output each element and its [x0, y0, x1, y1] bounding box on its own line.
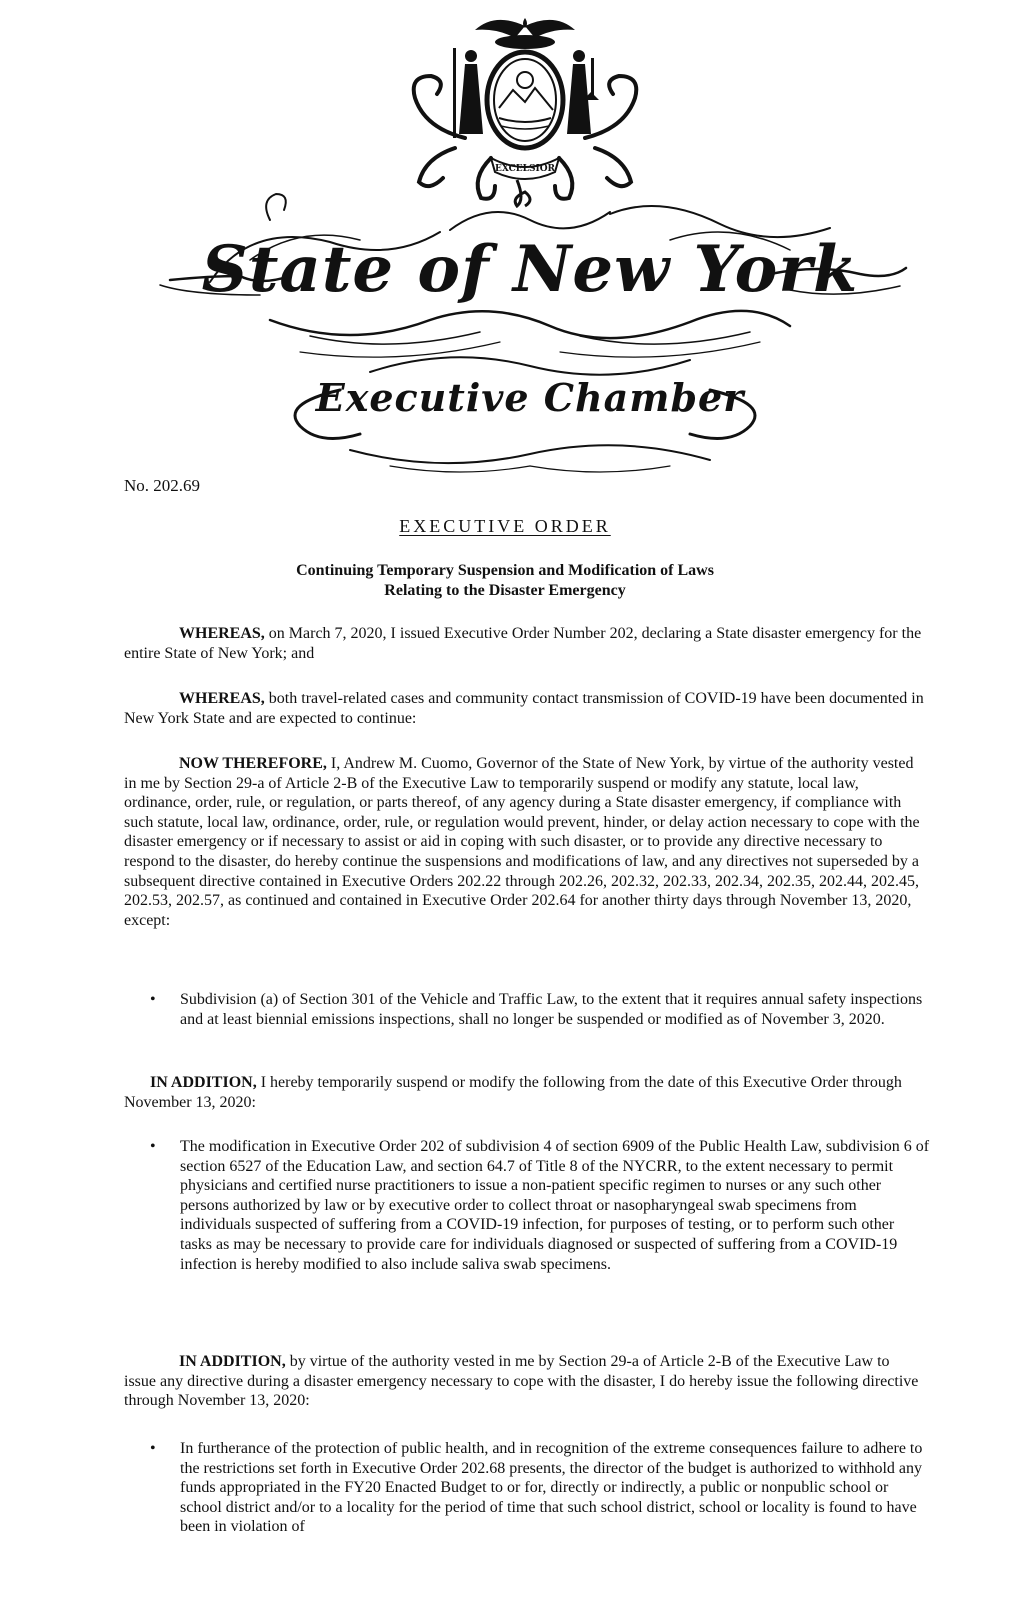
bullet-marker: • [150, 1138, 156, 1155]
subtitle-line-2: Relating to the Disaster Emergency [384, 582, 626, 599]
paragraph-lead: IN ADDITION, [179, 1353, 286, 1370]
letterhead [0, 0, 1010, 480]
bullet-text: In furtherance of the protection of public health, and in recognition of the extreme consequences failure to adhere to the restrictions set forth in Executive Order 202.68 presents, the director of the budget is authorized to withhold any funds appropriated in the FY20 Enacted Budget to or for, directly or indirectly, a public or nonpublic school or school district and/or to a locality for the period of time that such school district, school or locality is found to have been in violation of [180, 1440, 923, 1536]
paragraph-text: both travel-related cases and community contact transmission of COVID-19 have been documented in New York State and are expected to continue: [124, 690, 924, 727]
state-seal-emblem [395, 8, 655, 208]
paragraph-lead: IN ADDITION, [150, 1074, 257, 1091]
list-item [150, 1137, 930, 1274]
bullet-text: The modification in Executive Order 202 of subdivision 4 of section 6909 of the Public Health Law, subdivision 6 of section 6527 of the Education Law, and section 64.7 of Title 8 of the NYCRR, to the extent necessary to permit physicians and certified nurse practitioners to issue a non-patient specific regimen to nurses or any such other persons authorized by law or by executive order to collect throat or nasopharyngeal swab specimens from individuals suspected of suffering from a COVID-19 infection, for purposes of testing, or to perform such other tasks as may be necessary to provide care for individuals diagnosed or suspected of suffering from a COVID-19 infection is hereby modified to also include saliva swab specimens. [180, 1138, 930, 1273]
subtitle-line-1: Continuing Temporary Suspension and Modification of Laws [296, 562, 714, 579]
now-therefore-paragraph [124, 754, 924, 930]
letterhead-chamber-title: Executive Chamber [315, 375, 745, 420]
order-number: No. 202.69 [124, 476, 201, 495]
paragraph-text: on March 7, 2020, I issued Executive Order Number 202, declaring a State disaster emergency for the entire State of New York; and [124, 625, 922, 662]
list-item [150, 1439, 930, 1537]
bullet-marker: • [150, 1440, 156, 1457]
whereas-paragraph-1 [124, 624, 924, 663]
paragraph-lead: WHEREAS, [179, 625, 265, 642]
seal-motto: EXCELSIOR [494, 164, 556, 174]
letterhead-state-title: State of New York [201, 232, 859, 307]
in-addition-paragraph-1 [124, 1073, 924, 1112]
bullet-text: Subdivision (a) of Section 301 of the Vehicle and Traffic Law, to the extent that it requires annual safety inspections and at least biennial emissions inspections, shall no longer be suspended or modified as of November 3, 2020. [180, 991, 923, 1028]
paragraph-text: by virtue of the authority vested in me by Section 29-a of Article 2-B of the Executive Law to issue any directive during a disaster emergency necessary to cope with the disaster, I do hereby issue the following directive through November 13, 2020: [124, 1353, 919, 1410]
paragraph-text: I, Andrew M. Cuomo, Governor of the State of New York, by virtue of the authority vested in me by Section 29-a of Article 2-B of the Executive Law to temporarily suspend or modify any statute, local law, ordinance, order, rule, or regulation, or parts thereof, of any agency during a State disaster emergency, if compliance with such statute, local law, ordinance, order, rule, or regulation would prevent, hinder, or delay action necessary to cope with the disaster emergency or if necessary to assist or aid in coping with such disaster, or to provide any directive necessary to respond to the disaster, do hereby continue the suspensions and modifications of law, and any directives not superseded by a subsequent directive contained in Executive Orders 202.22 through 202.26, 202.32, 202.33, 202.34, 202.35, 202.44, 202.45, 202.53, 202.57, as continued and contained in Executive Order 202.64 for another thirty days through November 13, 2020, except: [124, 755, 920, 929]
order-subtitle [0, 561, 1010, 601]
order-heading: EXECUTIVE ORDER [399, 516, 611, 536]
bullet-marker: • [150, 991, 156, 1008]
in-addition-paragraph-2 [124, 1352, 924, 1411]
paragraph-text: I hereby temporarily suspend or modify the following from the date of this Executive Order through November 13, 2020: [124, 1074, 902, 1111]
list-item [150, 990, 930, 1029]
paragraph-lead: NOW THEREFORE, [179, 755, 327, 772]
paragraph-lead: WHEREAS, [179, 690, 265, 707]
whereas-paragraph-2 [124, 689, 924, 728]
